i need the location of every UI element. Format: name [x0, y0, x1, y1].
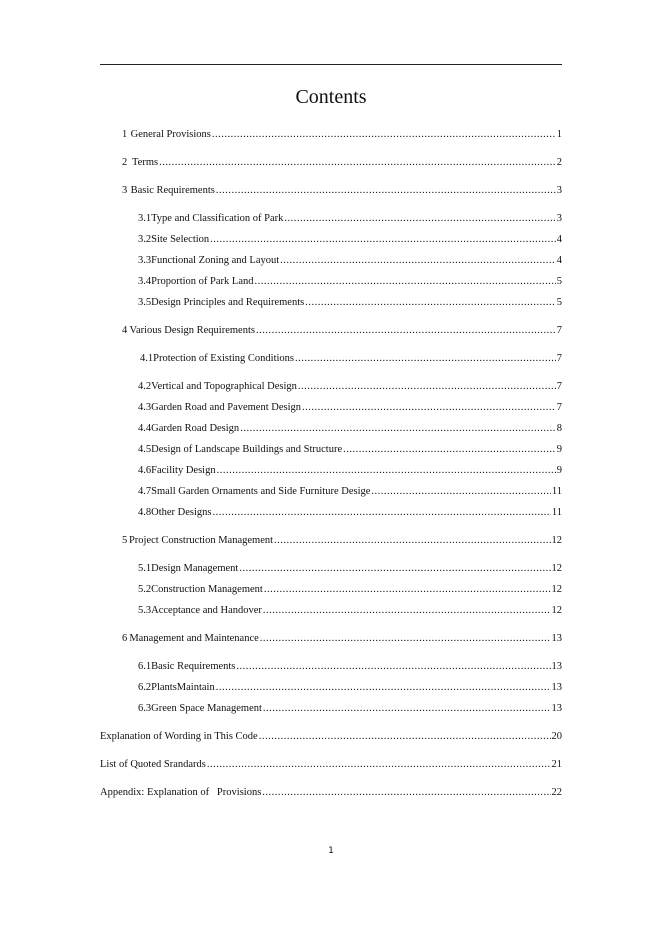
toc-page: 12	[551, 605, 562, 616]
toc-title: Facility Design	[151, 465, 216, 476]
toc-title: Site Selection	[151, 234, 210, 245]
toc-entry[interactable]	[138, 275, 562, 289]
toc-leader-dots	[256, 324, 556, 338]
toc-number: 4.1	[140, 353, 154, 364]
toc-number: 3.5	[138, 297, 152, 308]
toc-leader-dots	[240, 422, 556, 436]
toc-page: 11	[551, 486, 562, 497]
toc-leader-dots	[212, 128, 556, 142]
toc-title: Functional Zoning and Layout	[151, 255, 280, 266]
toc-leader-dots	[305, 296, 556, 310]
toc-entry[interactable]	[138, 443, 562, 457]
toc-page: 9	[556, 465, 562, 476]
toc-title: Appendix: Explanation of Provisions	[100, 787, 262, 798]
toc-entry[interactable]	[100, 758, 562, 772]
toc-number: 5.1	[138, 563, 152, 574]
toc-title: Small Garden Ornaments and Side Furniture Desige	[151, 486, 371, 497]
toc-page: 7	[556, 381, 562, 392]
toc-page: 13	[551, 633, 562, 644]
toc-title: Vertical and Topographical Design	[151, 381, 297, 392]
toc-title: Other Designs	[151, 507, 212, 518]
toc-title: Basic Requirements	[130, 185, 215, 196]
toc-entry[interactable]	[138, 604, 562, 618]
toc-leader-dots	[217, 464, 556, 478]
toc-leader-dots	[274, 534, 550, 548]
page-title: Contents	[295, 86, 367, 108]
toc-title: General Provisions	[130, 129, 211, 140]
toc-page: 12	[551, 584, 562, 595]
toc-page: 4	[556, 234, 562, 245]
toc-entry[interactable]	[100, 786, 562, 800]
toc-entry[interactable]	[138, 380, 562, 394]
toc-page: 13	[551, 661, 562, 672]
toc-number: 5.3	[138, 605, 152, 616]
toc-entry[interactable]	[138, 506, 562, 520]
toc-page: 11	[551, 507, 562, 518]
toc-entry[interactable]	[138, 485, 562, 499]
toc-page: 1	[556, 129, 562, 140]
toc-page: 20	[551, 731, 562, 742]
toc-page: 8	[556, 423, 562, 434]
toc-number: 3.4	[138, 276, 152, 287]
toc-number: 6.2	[138, 682, 152, 693]
toc-leader-dots	[371, 485, 550, 499]
toc-entry[interactable]	[138, 583, 562, 597]
toc-entry[interactable]	[122, 324, 562, 338]
toc-number: 4.2	[138, 381, 152, 392]
toc-leader-dots	[298, 380, 556, 394]
toc-number: 5.2	[138, 584, 152, 595]
toc-entry[interactable]	[138, 702, 562, 716]
toc-title: Various Design Requirements	[129, 325, 255, 336]
toc-number: 4.8	[138, 507, 152, 518]
toc-title: Design Management	[151, 563, 239, 574]
toc-entry[interactable]	[122, 128, 562, 142]
toc-leader-dots	[280, 254, 556, 268]
toc-leader-dots	[343, 443, 556, 457]
toc-page: 12	[551, 535, 562, 546]
toc-entry[interactable]	[138, 681, 562, 695]
toc-number: 3.2	[138, 234, 152, 245]
toc-title: Basic Requirements	[151, 661, 236, 672]
toc-page: 2	[556, 157, 562, 168]
toc-title: PlantsMaintain	[151, 682, 215, 693]
toc-number: 6.1	[138, 661, 152, 672]
toc-entry[interactable]	[138, 296, 562, 310]
toc-page: 7	[556, 402, 562, 413]
toc-leader-dots	[295, 352, 556, 366]
toc-page: 5	[556, 276, 562, 287]
toc-title: Management and Maintenance	[129, 633, 259, 644]
toc-number: 6.3	[138, 703, 152, 714]
toc-leader-dots	[207, 758, 551, 772]
toc-entry[interactable]	[122, 184, 562, 198]
toc-number: 1	[122, 129, 128, 140]
toc-number: 3	[122, 185, 128, 196]
toc-leader-dots	[259, 730, 551, 744]
toc-title: List of Quoted Srandards	[100, 759, 206, 770]
toc-number: 3.3	[138, 255, 152, 266]
toc-entry[interactable]	[122, 534, 562, 548]
toc-title: Garden Road Design	[151, 423, 240, 434]
toc-page: 22	[551, 787, 562, 798]
toc-title: Project Construction Management	[128, 535, 274, 546]
toc-title: Proportion of Park Land	[151, 276, 254, 287]
toc-number: 5	[122, 535, 128, 546]
toc-title: Design Principles and Requirements	[151, 297, 305, 308]
toc-entry[interactable]	[138, 401, 562, 415]
toc-entry[interactable]	[122, 156, 562, 170]
toc-entry[interactable]	[138, 422, 562, 436]
toc-number: 6	[122, 633, 128, 644]
toc-title: Green Space Management	[151, 703, 262, 714]
toc-leader-dots	[213, 506, 551, 520]
toc-page: 13	[551, 703, 562, 714]
toc-leader-dots	[239, 562, 550, 576]
toc-number: 4	[122, 325, 128, 336]
toc-page: 9	[556, 444, 562, 455]
toc-entry[interactable]	[138, 254, 562, 268]
toc-page: 3	[556, 185, 562, 196]
toc-entry[interactable]	[138, 212, 562, 226]
toc-leader-dots	[263, 702, 551, 716]
toc-entry[interactable]	[140, 352, 562, 366]
toc-title: Explanation of Wording in This Code	[100, 731, 258, 742]
toc-number: 3.1	[138, 213, 152, 224]
toc-page: 13	[551, 682, 562, 693]
toc-number: 4.7	[138, 486, 152, 497]
toc-title: Acceptance and Handover	[151, 605, 262, 616]
toc-leader-dots	[216, 681, 551, 695]
toc-leader-dots	[216, 184, 556, 198]
toc-entry[interactable]	[122, 632, 562, 646]
toc-leader-dots	[236, 660, 550, 674]
toc-entry[interactable]	[100, 730, 562, 744]
toc-title: Design of Landscape Buildings and Structure	[151, 444, 343, 455]
toc-title: Construction Management	[151, 584, 263, 595]
toc-leader-dots	[263, 604, 551, 618]
toc-leader-dots	[159, 156, 556, 170]
toc-page: 7	[556, 325, 562, 336]
toc-entry[interactable]	[138, 562, 562, 576]
toc-number: 4.3	[138, 402, 152, 413]
toc-leader-dots	[210, 233, 556, 247]
toc-title: Terms	[131, 157, 159, 168]
toc-leader-dots	[262, 786, 550, 800]
toc-entry[interactable]	[138, 660, 562, 674]
toc-page: 21	[551, 759, 562, 770]
toc-title: Protection of Existing Conditions	[153, 353, 294, 364]
toc-leader-dots	[260, 632, 551, 646]
toc-number: 4.6	[138, 465, 152, 476]
toc-leader-dots	[264, 583, 551, 597]
toc-leader-dots	[284, 212, 555, 226]
toc-number: 4.5	[138, 444, 152, 455]
toc-number: 2	[122, 157, 128, 168]
toc-leader-dots	[302, 401, 556, 415]
toc-page: 5	[556, 297, 562, 308]
toc-page: 4	[556, 255, 562, 266]
toc-title: Type and Classification of Park	[151, 213, 284, 224]
toc-leader-dots	[255, 275, 556, 289]
page-number: 1	[328, 846, 334, 856]
toc-page: 7	[556, 353, 562, 364]
toc-number: 4.4	[138, 423, 152, 434]
toc-page: 3	[556, 213, 562, 224]
toc-title: Garden Road and Pavement Design	[151, 402, 302, 413]
toc-entry[interactable]	[138, 233, 562, 247]
toc-entry[interactable]	[138, 464, 562, 478]
toc-page: 12	[551, 563, 562, 574]
